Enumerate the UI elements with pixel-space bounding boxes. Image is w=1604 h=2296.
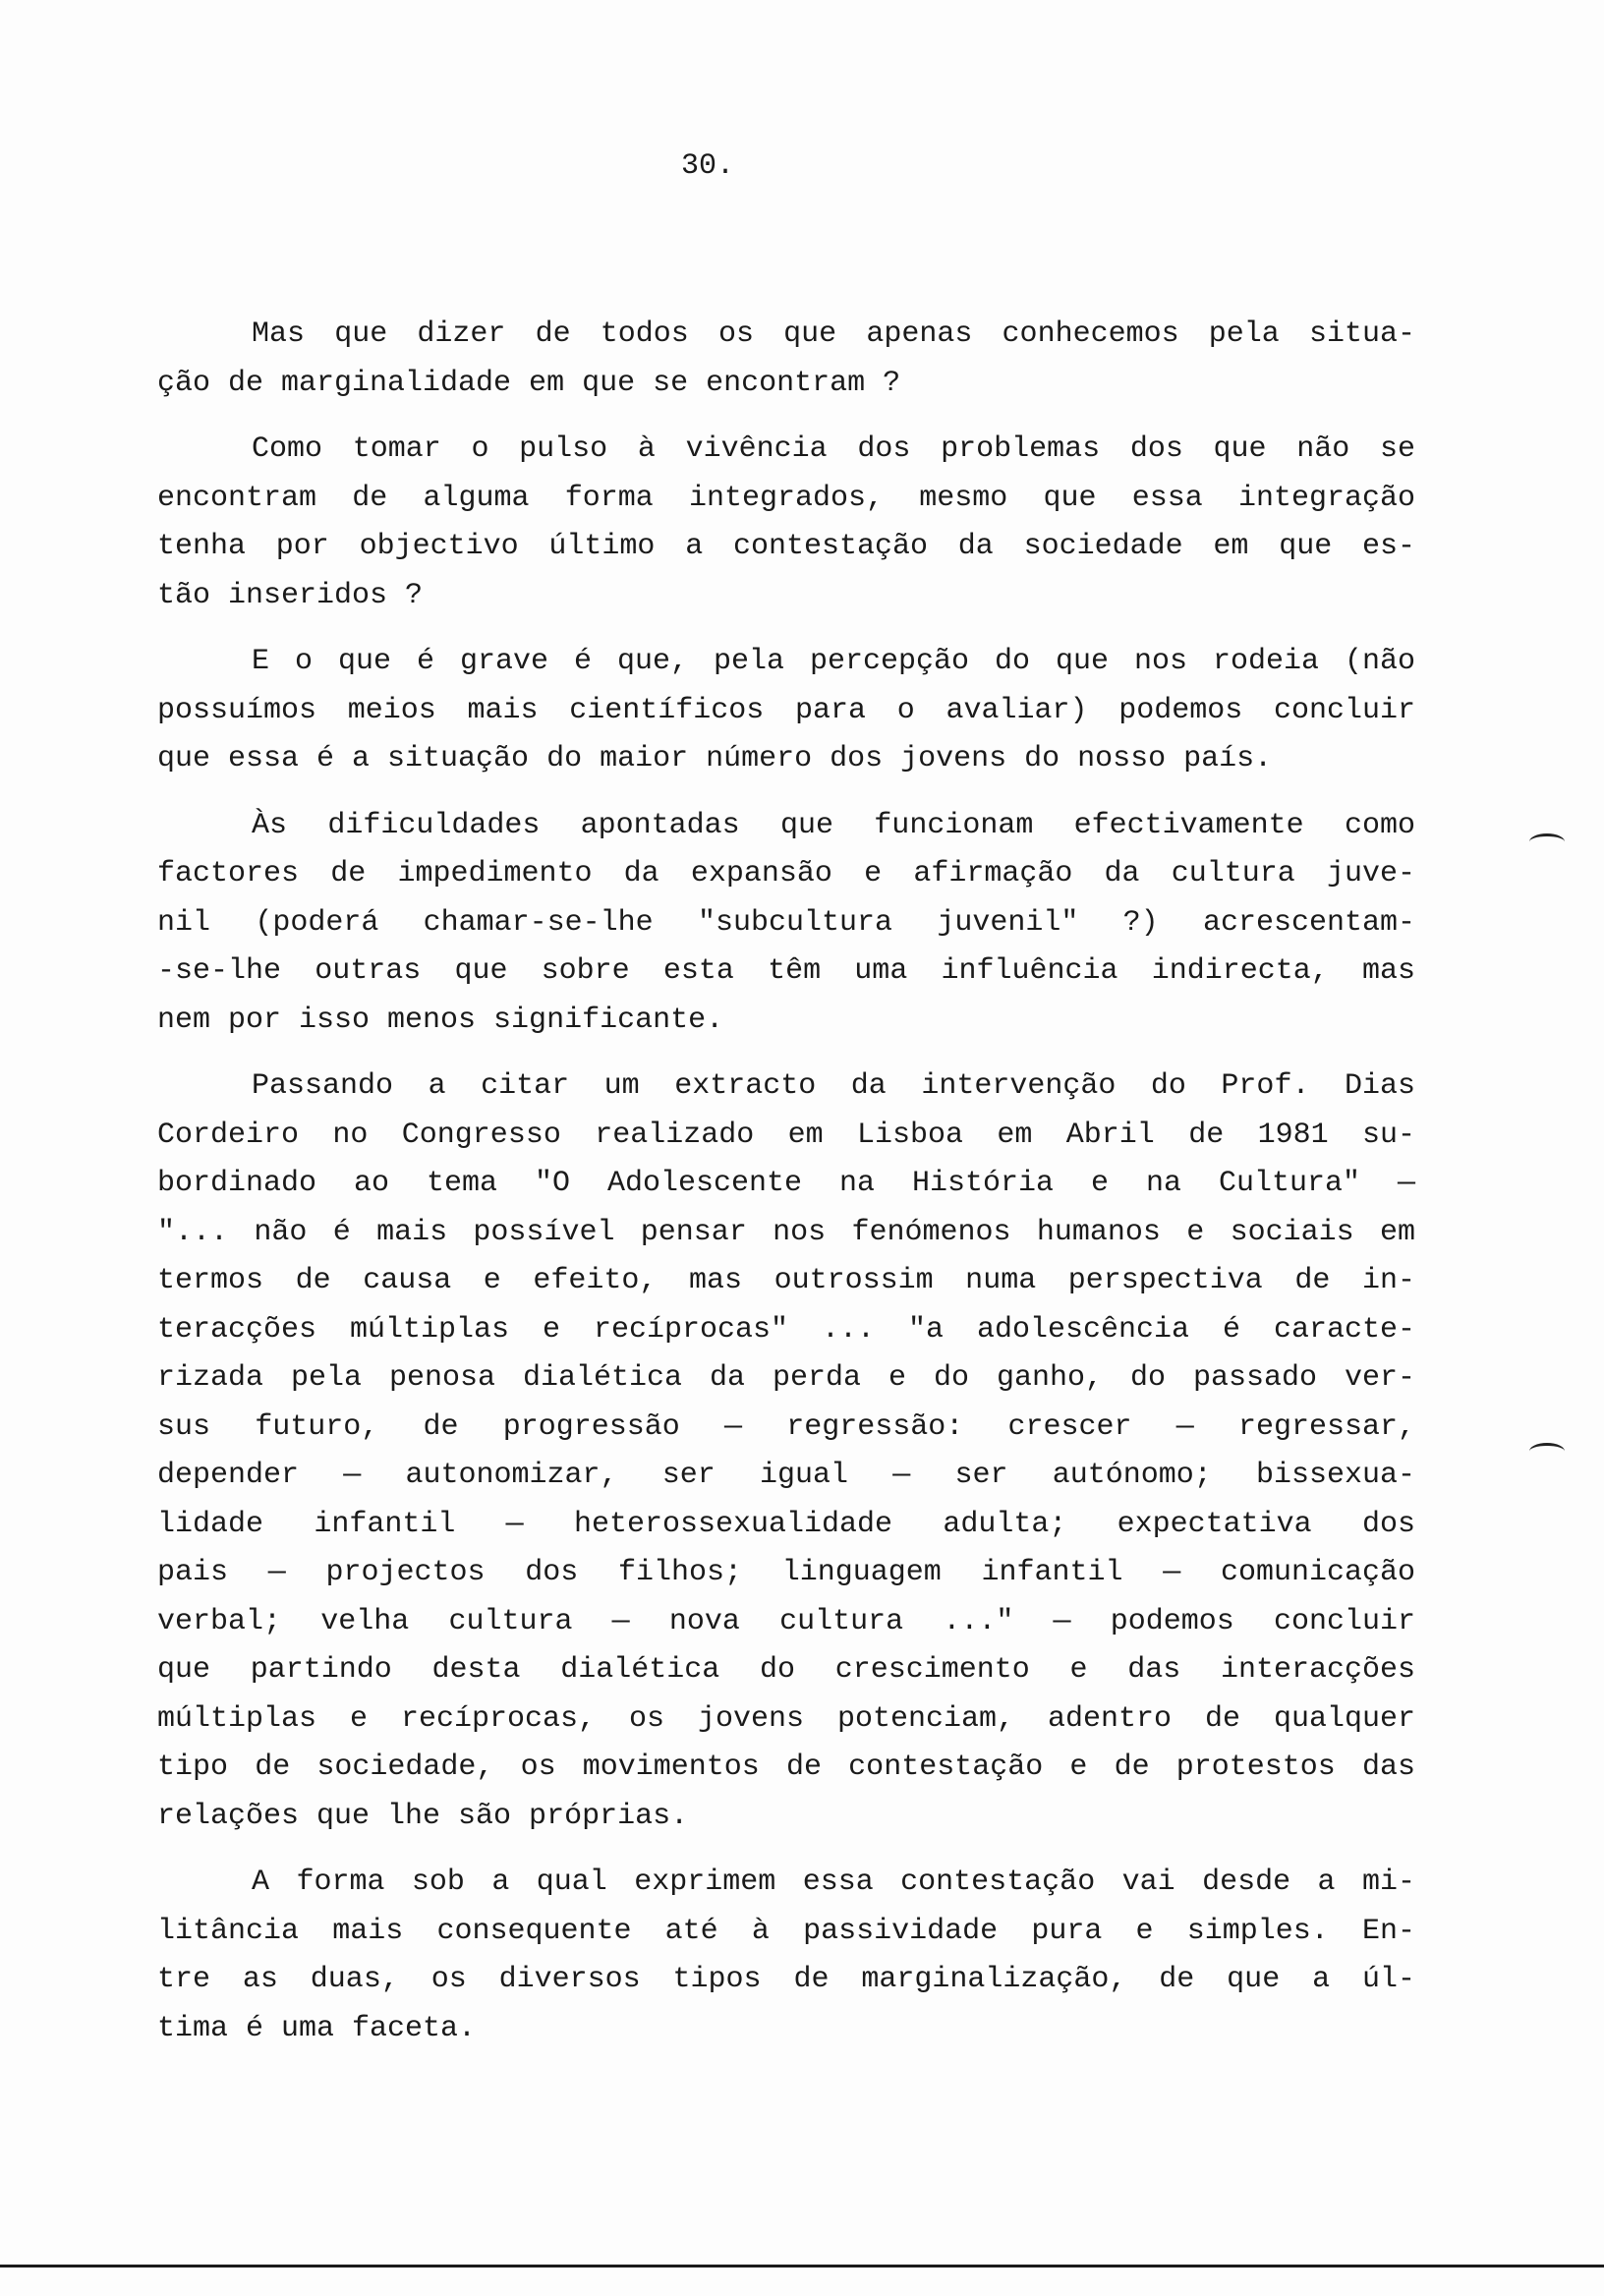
text-line: factores de impedimento da expansão e afirmação da cultura juve-	[157, 857, 1415, 890]
text-line: tima é uma faceta.	[157, 2011, 477, 2045]
text-line: E o que é grave é que, pela percepção do que nos rodeia (não	[252, 645, 1415, 678]
text-line: Como tomar o pulso à vivência dos problemas dos que não se	[252, 432, 1415, 466]
text-line: que partindo desta dialética do crescimento e das interacções	[157, 1653, 1415, 1687]
body-text	[157, 311, 1415, 2071]
text-line: tipo de sociedade, os movimentos de contestação e de protestos das	[157, 1751, 1415, 1784]
text-line: litância mais consequente até à passividade pura e simples. En-	[157, 1914, 1415, 1948]
text-line: tenha por objectivo último a contestação da sociedade em que es-	[157, 530, 1415, 563]
text-line: verbal; velha cultura — nova cultura ..." — podemos concluir	[157, 1604, 1415, 1638]
text-line: rizada pela penosa dialética da perda e do ganho, do passado ver-	[157, 1361, 1415, 1395]
text-line: teracções múltiplas e recíprocas" ... "a adolescência é caracte-	[157, 1312, 1415, 1347]
text-line: relações que lhe são próprias.	[157, 1799, 689, 1833]
text-line: que essa é a situação do maior número dos jovens do nosso país.	[157, 742, 1273, 775]
text-line: nem por isso menos significante.	[157, 1003, 724, 1037]
text-line: Passando a citar um extracto da intervenção do Prof. Dias	[252, 1069, 1415, 1103]
text-line: -se-lhe outras que sobre esta têm uma influência indirecta, mas	[157, 954, 1415, 988]
paragraph-1	[157, 311, 1415, 408]
page-number: 30.	[680, 149, 734, 183]
scan-margin-mark	[1529, 1443, 1565, 1460]
paragraph-6	[157, 1859, 1415, 2053]
text-line: possuímos meios mais científicos para o avaliar) podemos concluir	[157, 693, 1415, 727]
text-line: Às dificuldades apontadas que funcionam efectivamente como	[252, 808, 1415, 842]
paragraph-4	[157, 802, 1415, 1046]
text-line: Cordeiro no Congresso realizado em Lisboa em Abril de 1981 su-	[157, 1118, 1415, 1152]
text-line: encontram de alguma forma integrados, mesmo que essa integração	[157, 481, 1415, 515]
text-line: sus futuro, de progressão — regressão: crescer — regressar,	[157, 1409, 1415, 1444]
text-line: bordinado ao tema "O Adolescente na História e na Cultura" —	[157, 1167, 1415, 1200]
paragraph-2	[157, 426, 1415, 620]
text-line: lidade infantil — heterossexualidade adulta; expectativa dos	[157, 1507, 1415, 1541]
text-line: pais — projectos dos filhos; linguagem infantil — comunicação	[157, 1556, 1415, 1589]
text-line: "... não é mais possível pensar nos fenómenos humanos e sociais em	[157, 1215, 1415, 1249]
text-line: depender — autonomizar, ser igual — ser autónomo; bissexua-	[157, 1459, 1415, 1492]
text-line: Mas que dizer de todos os que apenas conhecemos pela situa-	[252, 317, 1415, 351]
text-line: termos de causa e efeito, mas outrossim numa perspectiva de in-	[157, 1264, 1415, 1297]
text-line: ção de marginalidade em que se encontram ?	[157, 366, 901, 400]
text-line: tão inseridos ?	[157, 578, 424, 612]
paragraph-5	[157, 1062, 1415, 1841]
text-line: múltiplas e recíprocas, os jovens potenciam, adentro de qualquer	[157, 1701, 1415, 1736]
text-line: A forma sob a qual exprimem essa contestação vai desde a mi-	[252, 1866, 1415, 1899]
bottom-rule	[0, 2265, 1604, 2267]
text-line: tre as duas, os diversos tipos de marginalização, de que a úl-	[157, 1963, 1415, 1996]
scan-margin-mark	[1529, 833, 1565, 850]
text-line: nil (poderá chamar-se-lhe "subcultura juvenil" ?) acrescentam-	[157, 905, 1415, 940]
paragraph-3	[157, 638, 1415, 784]
